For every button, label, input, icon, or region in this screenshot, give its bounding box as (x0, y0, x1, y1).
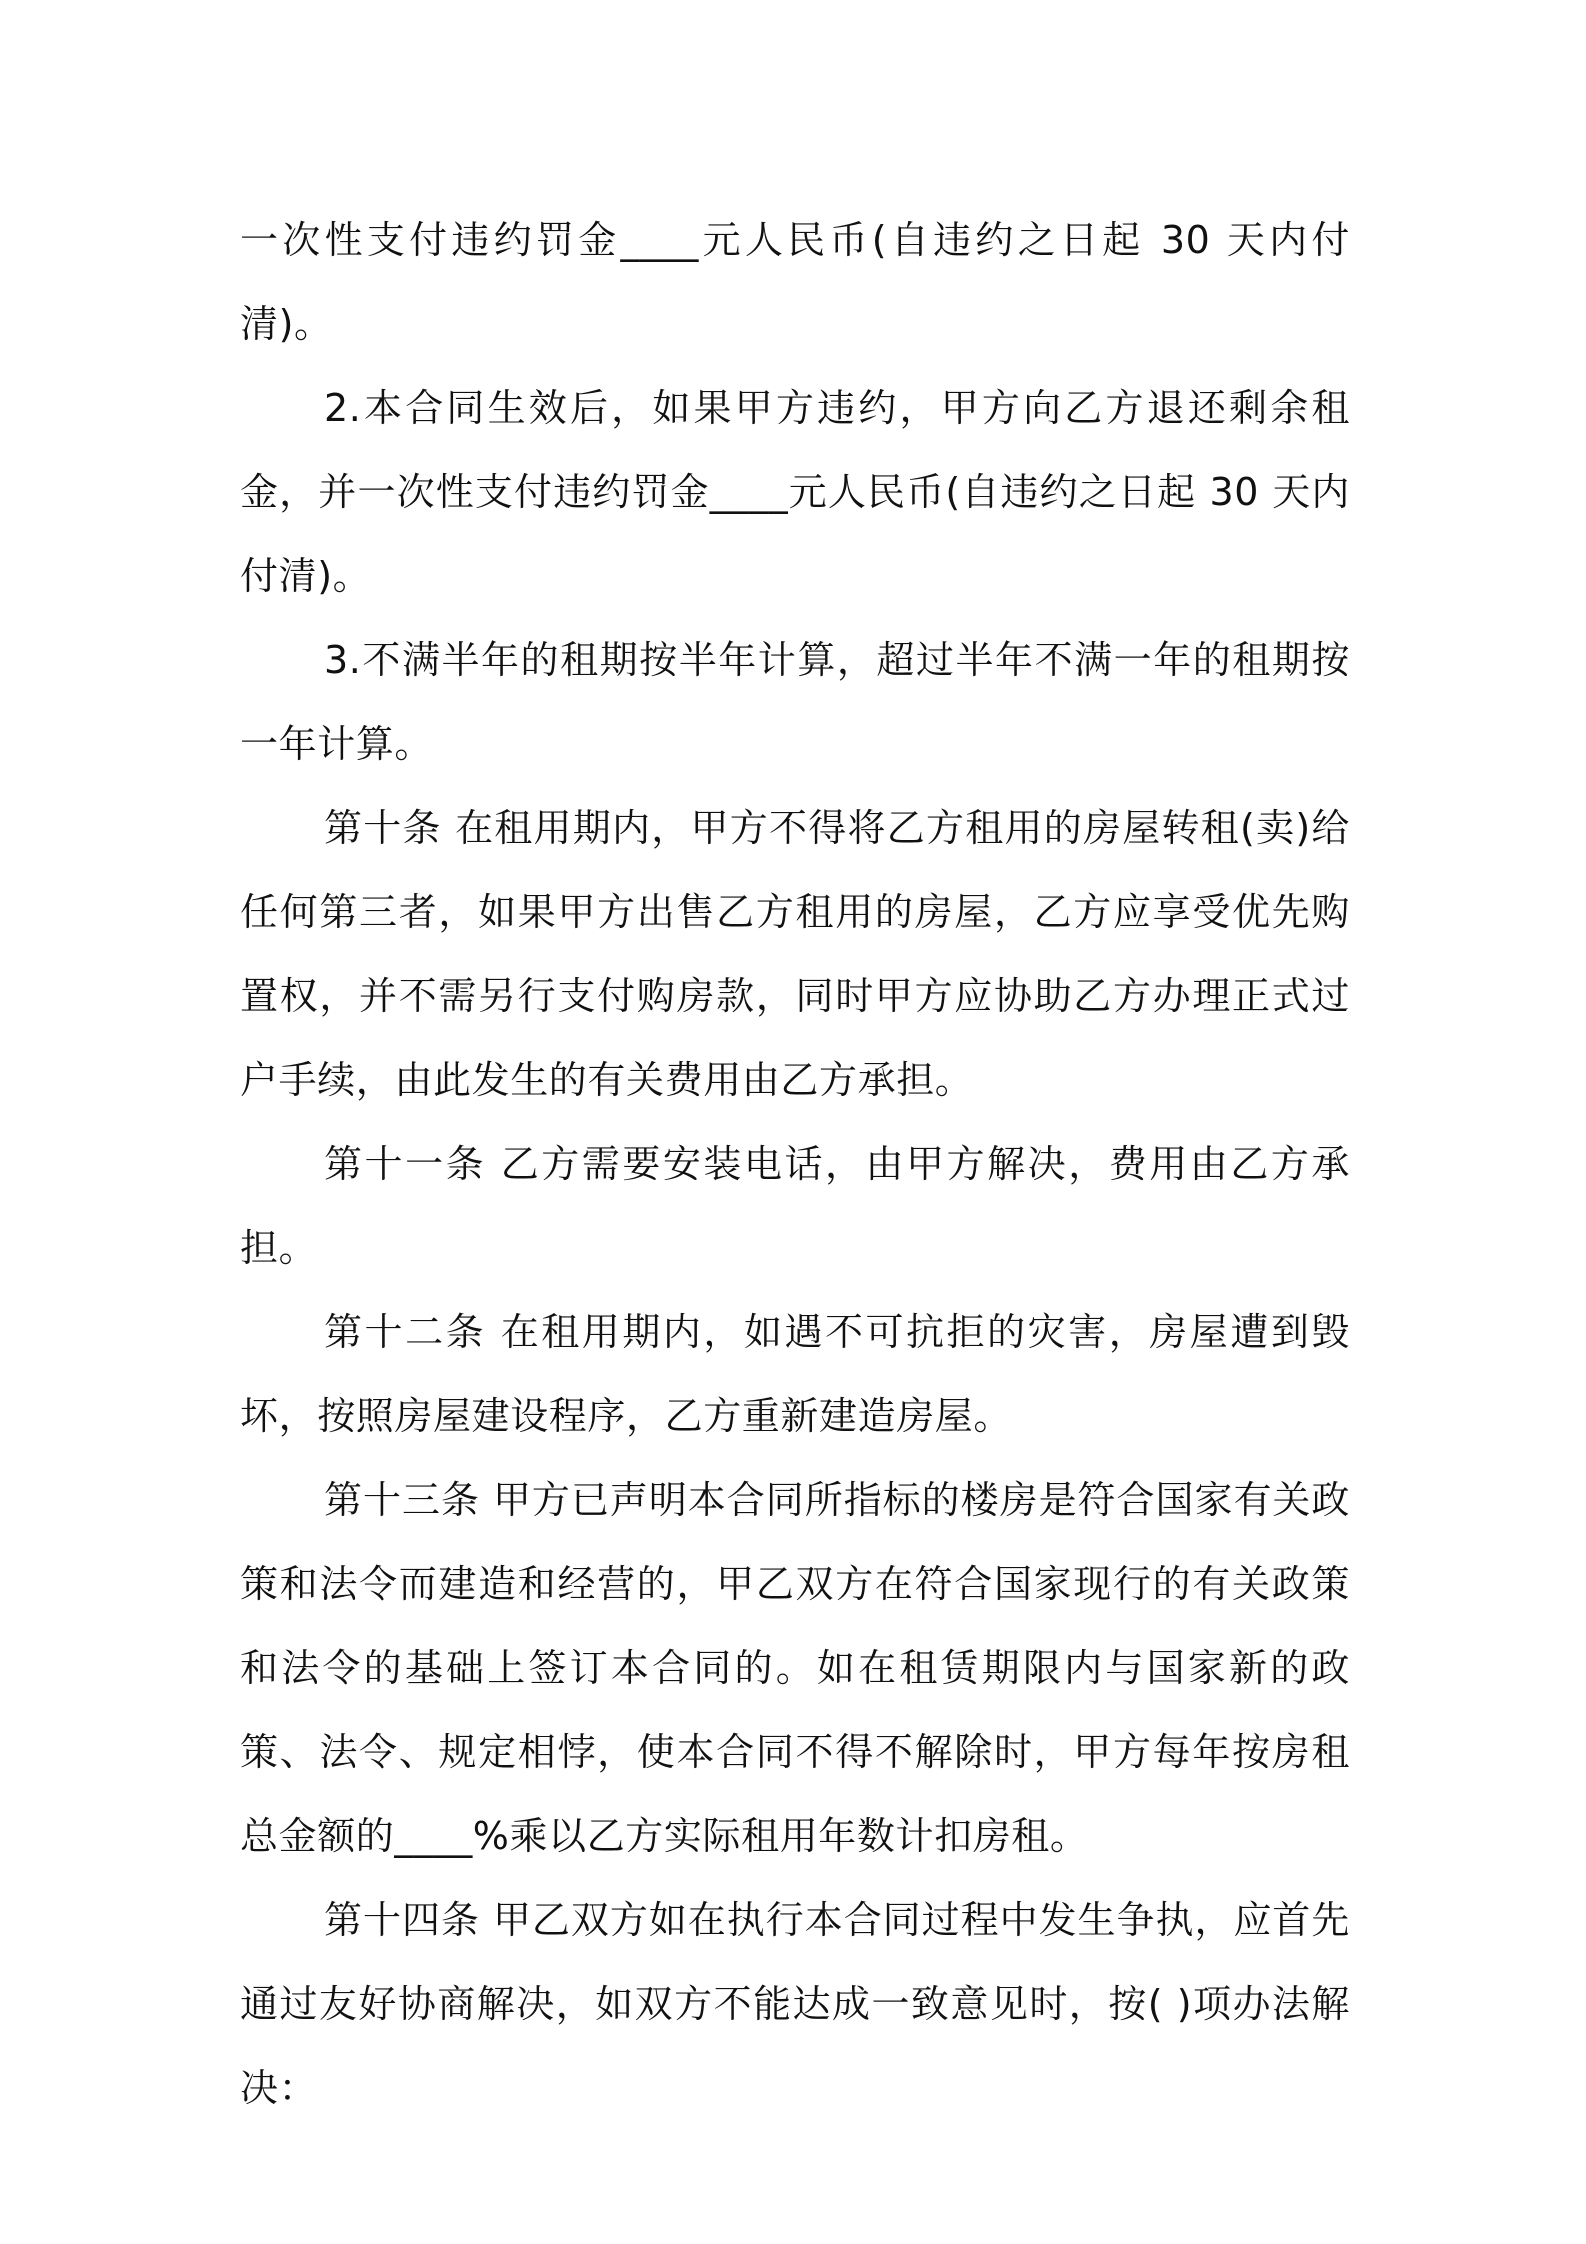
paragraph-article-10: 第十条 在租用期内，甲方不得将乙方租用的房屋转租(卖)给任何第三者，如果甲方出售乙方租用的房屋，乙方应享受优先购置权，并不需另行支付购房款，同时甲方应协助乙方办理正式过户手续，由此发生的有关费用由乙方承担。 (240, 806, 1350, 1102)
paragraph-clause-3: 3.不满半年的租期按半年计算，超过半年不满一年的租期按一年计算。 (240, 638, 1350, 766)
paragraph-article-12: 第十二条 在租用期内，如遇不可抗拒的灾害，房屋遭到毁坏，按照房屋建设程序，乙方重新建造房屋。 (240, 1310, 1350, 1438)
contract-text (240, 198, 1350, 2130)
paragraph-article-13: 第十三条 甲方已声明本合同所指标的楼房是符合国家有关政策和法令而建造和经营的，甲乙双方在符合国家现行的有关政策和法令的基础上签订本合同的。如在租赁期限内与国家新的政策、法令、规定相悖，使本合同不得不解除时，甲方每年按房租总金额的____%乘以乙方实际租用年数计扣房租。 (240, 1478, 1350, 1858)
paragraph-clause-2: 2.本合同生效后，如果甲方违约，甲方向乙方退还剩余租金，并一次性支付违约罚金____元人民币(自违约之日起 30 天内付清)。 (240, 386, 1350, 598)
paragraph-penalty-continuation: 一次性支付违约罚金____元人民币(自违约之日起 30 天内付清)。 (240, 218, 1350, 346)
paragraph-article-14: 第十四条 甲乙双方如在执行本合同过程中发生争执，应首先通过友好协商解决，如双方不能达成一致意见时，按( )项办法解决： (240, 1898, 1350, 2110)
paragraph-article-11: 第十一条 乙方需要安装电话，由甲方解决，费用由乙方承担。 (240, 1142, 1350, 1270)
